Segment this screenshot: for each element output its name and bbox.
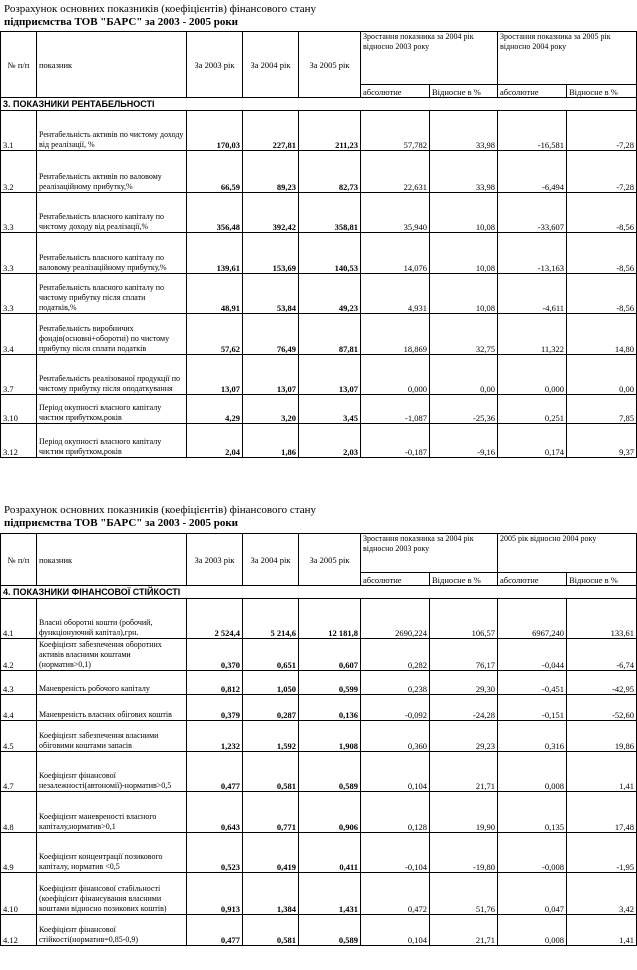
abs-change-2005: 6967,240: [498, 599, 567, 639]
value-2005: 13,07: [299, 355, 361, 395]
header-2003: За 2003 рік: [187, 534, 243, 586]
header-2005: За 2005 рік: [299, 534, 361, 586]
value-2005: 1,431: [299, 873, 361, 915]
rel-change-2005: 1,41: [567, 752, 637, 792]
row-number: 4.10: [1, 873, 37, 915]
rel-change-2005: 7,85: [567, 395, 637, 424]
row-indicator: Коефіцієнт фінансової незалежності(автономії)-норматив>0,5: [37, 752, 187, 792]
rel-change-2004: 29,23: [430, 721, 498, 752]
row-number: 4.3: [1, 671, 37, 695]
rel-change-2004: 76,17: [430, 639, 498, 671]
rel-change-2005: 1,41: [567, 915, 637, 946]
table-row: [1, 833, 637, 873]
abs-change-2005: 0,174: [498, 424, 567, 458]
header-absolute-2: абсолютне: [498, 85, 567, 98]
row-indicator: Рентабельність активів по чистому доходу від реалізації, %: [37, 111, 187, 151]
row-number: 3.3: [1, 233, 37, 274]
abs-change-2004: 57,782: [361, 111, 430, 151]
row-indicator: Рентабельність активів по валовому реалізаційному прибутку,%: [37, 151, 187, 193]
rel-change-2004: 106,57: [430, 599, 498, 639]
rel-change-2005: -8,56: [567, 233, 637, 274]
value-2003: 0,812: [187, 671, 243, 695]
header-num: № п/п: [1, 32, 37, 98]
row-indicator: Період окупності власного капіталу чистим прибутком,років: [37, 424, 187, 458]
value-2003: 139,61: [187, 233, 243, 274]
rel-change-2005: 133,61: [567, 599, 637, 639]
value-2003: 0,523: [187, 833, 243, 873]
abs-change-2004: -0,187: [361, 424, 430, 458]
table1-title-line1: Розрахунок основних показників (коефіцієнтів) фінансового стану: [4, 3, 317, 15]
rel-change-2004: -9,16: [430, 424, 498, 458]
abs-change-2004: 0,238: [361, 671, 430, 695]
rel-change-2005: 0,00: [567, 355, 637, 395]
rel-change-2005: 9,37: [567, 424, 637, 458]
row-number: 3.10: [1, 395, 37, 424]
abs-change-2005: 0,316: [498, 721, 567, 752]
rel-change-2004: 33,98: [430, 111, 498, 151]
value-2003: 66,59: [187, 151, 243, 193]
value-2003: 0,643: [187, 792, 243, 833]
abs-change-2004: 0,282: [361, 639, 430, 671]
abs-change-2004: 35,940: [361, 193, 430, 233]
value-2005: 1,908: [299, 721, 361, 752]
row-indicator: Власні оборотні кошти (робочий, функціонуючий капітал),грн.: [37, 599, 187, 639]
header-relative-2: Відносне в %: [567, 573, 637, 586]
rel-change-2005: 14,80: [567, 314, 637, 355]
abs-change-2004: -0,104: [361, 833, 430, 873]
value-2003: 2 524,4: [187, 599, 243, 639]
row-indicator: Рентабельність виробничих фондів(основні+оборотні) по чистому прибутку після сплати податків: [37, 314, 187, 355]
abs-change-2004: 0,104: [361, 915, 430, 946]
abs-change-2005: -0,451: [498, 671, 567, 695]
value-2003: 4,29: [187, 395, 243, 424]
header-indicator: показник: [37, 32, 187, 98]
table-row: [1, 752, 637, 792]
value-2004: 0,581: [243, 915, 299, 946]
abs-change-2005: 0,047: [498, 873, 567, 915]
header-2004: За 2004 рік: [243, 32, 299, 98]
section-title: 3. ПОКАЗНИКИ РЕНТАБЕЛЬНОСТІ: [1, 98, 637, 111]
rel-change-2005: -7,28: [567, 151, 637, 193]
value-2004: 1,86: [243, 424, 299, 458]
abs-change-2004: 18,869: [361, 314, 430, 355]
abs-change-2005: -6,494: [498, 151, 567, 193]
value-2005: 12 181,8: [299, 599, 361, 639]
abs-change-2004: 22,631: [361, 151, 430, 193]
value-2005: 358,81: [299, 193, 361, 233]
header-relative-1: Відносне в %: [430, 573, 498, 586]
row-indicator: Коефіцієнт забезпечення власними обіговими коштами запасів: [37, 721, 187, 752]
value-2003: 1,232: [187, 721, 243, 752]
header-absolute-1: абсолютне: [361, 85, 430, 98]
row-indicator: Коефіцієнт фінансової стійкості(норматив=0,85-0,9): [37, 915, 187, 946]
row-number: 4.9: [1, 833, 37, 873]
header-relative-1: Відносне в %: [430, 85, 498, 98]
header-num: № п/п: [1, 534, 37, 586]
row-number: 4.2: [1, 639, 37, 671]
table-row: [1, 599, 637, 639]
table-row: [1, 193, 637, 233]
table-row: [1, 639, 637, 671]
row-number: 4.1: [1, 599, 37, 639]
rel-change-2005: 19,86: [567, 721, 637, 752]
value-2003: 170,03: [187, 111, 243, 151]
row-number: 4.5: [1, 721, 37, 752]
abs-change-2005: 0,135: [498, 792, 567, 833]
value-2003: 0,913: [187, 873, 243, 915]
rel-change-2005: -42,95: [567, 671, 637, 695]
row-indicator: Коефіцієнт маневреності власного капіталу,норматив>0,1: [37, 792, 187, 833]
row-number: 4.7: [1, 752, 37, 792]
abs-change-2004: 0,000: [361, 355, 430, 395]
section-title: 4. ПОКАЗНИКИ ФІНАНСОВОЇ СТІЙКОСТІ: [1, 586, 637, 599]
row-indicator: Коефіцієнт концентрації позикового капіталу, норматив <0,5: [37, 833, 187, 873]
value-2003: 57,62: [187, 314, 243, 355]
value-2004: 0,287: [243, 695, 299, 721]
table-row: [1, 355, 637, 395]
value-2004: 0,651: [243, 639, 299, 671]
row-number: 3.3: [1, 193, 37, 233]
row-number: 3.3: [1, 274, 37, 314]
header-growth-2005: Зростання показника за 2005 рік відносно 2004 року: [498, 32, 637, 85]
abs-change-2005: 0,008: [498, 915, 567, 946]
value-2005: 49,23: [299, 274, 361, 314]
row-indicator: Коефіцієнт забезпечення оборотних активів власними коштами (норматив>0,1): [37, 639, 187, 671]
value-2005: 0,906: [299, 792, 361, 833]
rel-change-2004: 19,90: [430, 792, 498, 833]
rel-change-2005: -6,74: [567, 639, 637, 671]
rel-change-2004: 0,00: [430, 355, 498, 395]
rel-change-2004: 32,75: [430, 314, 498, 355]
value-2004: 3,20: [243, 395, 299, 424]
header-relative-2: Відносне в %: [567, 85, 637, 98]
table-row: [1, 274, 637, 314]
table2-title-line1: Розрахунок основних показників (коефіцієнтів) фінансового стану: [4, 504, 317, 516]
table2-title-line2: підприємства ТОВ "БАРС" за 2003 - 2005 роки: [4, 517, 239, 529]
rel-change-2004: 10,08: [430, 274, 498, 314]
value-2003: 0,477: [187, 752, 243, 792]
value-2005: 0,136: [299, 695, 361, 721]
value-2004: 392,42: [243, 193, 299, 233]
abs-change-2004: 0,472: [361, 873, 430, 915]
header-absolute-1: абсолютне: [361, 573, 430, 586]
table-row: [1, 424, 637, 458]
value-2004: 153,69: [243, 233, 299, 274]
row-number: 3.4: [1, 314, 37, 355]
rel-change-2004: 51,76: [430, 873, 498, 915]
table-row: [1, 314, 637, 355]
row-indicator: Рентабельність власного капіталу по чистому прибутку після сплати податків,%: [37, 274, 187, 314]
value-2003: 0,477: [187, 915, 243, 946]
header-2003: За 2003 рік: [187, 32, 243, 98]
table-row: [1, 873, 637, 915]
header-growth-2004: Зростання показника за 2004 рік відносно 2003 року: [361, 534, 498, 573]
row-indicator: Рентабельність реалізованої продукції по чистому прибутку після оподаткування: [37, 355, 187, 395]
value-2004: 1,592: [243, 721, 299, 752]
value-2004: 5 214,6: [243, 599, 299, 639]
value-2003: 48,91: [187, 274, 243, 314]
header-absolute-2: абсолютне: [498, 573, 567, 586]
abs-change-2005: -13,163: [498, 233, 567, 274]
table-row: [1, 395, 637, 424]
table1-title-line2: підприємства ТОВ "БАРС" за 2003 - 2005 роки: [4, 16, 239, 28]
row-number: 4.12: [1, 915, 37, 946]
table-row: [1, 151, 637, 193]
abs-change-2005: -4,611: [498, 274, 567, 314]
rel-change-2005: 3,42: [567, 873, 637, 915]
value-2004: 0,771: [243, 792, 299, 833]
row-indicator: Рентабельність власного капіталу по чистому доходу від реалізації,%: [37, 193, 187, 233]
row-indicator: Маневреність робочого капіталу: [37, 671, 187, 695]
abs-change-2005: -0,008: [498, 833, 567, 873]
value-2005: 0,589: [299, 915, 361, 946]
abs-change-2004: 0,128: [361, 792, 430, 833]
abs-change-2005: 0,000: [498, 355, 567, 395]
value-2004: 1,384: [243, 873, 299, 915]
rel-change-2004: 10,08: [430, 193, 498, 233]
abs-change-2005: -0,044: [498, 639, 567, 671]
rel-change-2004: 10,08: [430, 233, 498, 274]
rel-change-2004: 21,71: [430, 752, 498, 792]
abs-change-2004: 0,360: [361, 721, 430, 752]
value-2005: 0,411: [299, 833, 361, 873]
value-2004: 13,07: [243, 355, 299, 395]
table-row: [1, 233, 637, 274]
header-growth-2004: Зростання показника за 2004 рік відносно 2003 року: [361, 32, 498, 85]
rel-change-2005: -52,60: [567, 695, 637, 721]
value-2004: 76,49: [243, 314, 299, 355]
abs-change-2005: 0,251: [498, 395, 567, 424]
rel-change-2004: 29,30: [430, 671, 498, 695]
value-2005: 211,23: [299, 111, 361, 151]
value-2004: 89,23: [243, 151, 299, 193]
row-indicator: Коефіцієнт фінансової стабільності (коефіцієнт фінансування власними коштами відносно позикових коштів): [37, 873, 187, 915]
rel-change-2004: -19,80: [430, 833, 498, 873]
value-2005: 0,589: [299, 752, 361, 792]
table-row: [1, 915, 637, 946]
row-indicator: Маневреність власних обігових коштів: [37, 695, 187, 721]
value-2004: 0,419: [243, 833, 299, 873]
rel-change-2004: -25,36: [430, 395, 498, 424]
value-2004: 53,84: [243, 274, 299, 314]
value-2003: 0,379: [187, 695, 243, 721]
table-row: [1, 111, 637, 151]
header-2005: За 2005 рік: [299, 32, 361, 98]
row-number: 3.12: [1, 424, 37, 458]
rel-change-2005: 17,48: [567, 792, 637, 833]
abs-change-2005: 0,008: [498, 752, 567, 792]
row-number: 3.2: [1, 151, 37, 193]
abs-change-2004: 2690,224: [361, 599, 430, 639]
row-indicator: Період окупності власного капіталу чистим прибутком,років: [37, 395, 187, 424]
table-row: [1, 792, 637, 833]
value-2004: 227,81: [243, 111, 299, 151]
value-2003: 13,07: [187, 355, 243, 395]
value-2005: 2,03: [299, 424, 361, 458]
value-2005: 0,607: [299, 639, 361, 671]
rel-change-2004: 21,71: [430, 915, 498, 946]
table-row: [1, 695, 637, 721]
row-indicator: Рентабельність власного капіталу по валовому реалізаційному прибутку,%: [37, 233, 187, 274]
abs-change-2005: -0,151: [498, 695, 567, 721]
value-2005: 140,53: [299, 233, 361, 274]
table-row: [1, 671, 637, 695]
header-indicator: показник: [37, 534, 187, 586]
table-profitability: [0, 31, 637, 458]
row-number: 3.1: [1, 111, 37, 151]
abs-change-2004: 4,931: [361, 274, 430, 314]
abs-change-2004: -0,092: [361, 695, 430, 721]
abs-change-2005: 11,322: [498, 314, 567, 355]
rel-change-2005: -8,56: [567, 274, 637, 314]
table-financial-stability: [0, 533, 637, 946]
value-2005: 82,73: [299, 151, 361, 193]
abs-change-2004: 0,104: [361, 752, 430, 792]
rel-change-2005: -7,28: [567, 111, 637, 151]
value-2004: 1,050: [243, 671, 299, 695]
abs-change-2004: -1,087: [361, 395, 430, 424]
abs-change-2005: -16,581: [498, 111, 567, 151]
rel-change-2004: 33,98: [430, 151, 498, 193]
row-number: 3.7: [1, 355, 37, 395]
rel-change-2004: -24,28: [430, 695, 498, 721]
rel-change-2005: -1,95: [567, 833, 637, 873]
value-2003: 356,48: [187, 193, 243, 233]
header-2004: За 2004 рік: [243, 534, 299, 586]
row-number: 4.4: [1, 695, 37, 721]
table-row: [1, 721, 637, 752]
abs-change-2004: 14,076: [361, 233, 430, 274]
header-growth-2005: 2005 рік відносно 2004 року: [498, 534, 637, 573]
value-2005: 3,45: [299, 395, 361, 424]
value-2003: 2,04: [187, 424, 243, 458]
value-2005: 87,81: [299, 314, 361, 355]
abs-change-2005: -33,607: [498, 193, 567, 233]
value-2003: 0,370: [187, 639, 243, 671]
value-2004: 0,581: [243, 752, 299, 792]
rel-change-2005: -8,56: [567, 193, 637, 233]
value-2005: 0,599: [299, 671, 361, 695]
row-number: 4.8: [1, 792, 37, 833]
